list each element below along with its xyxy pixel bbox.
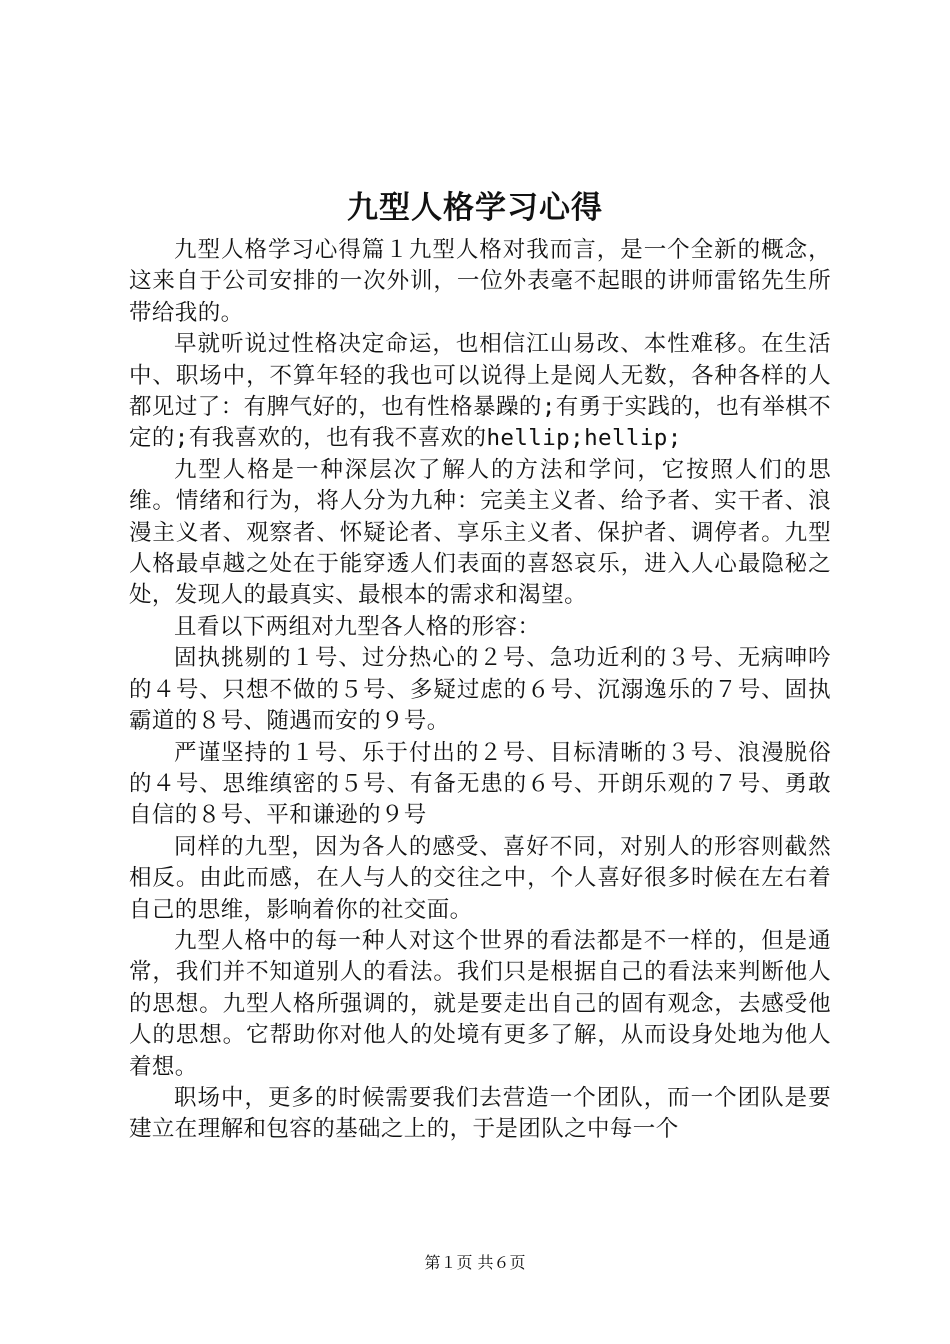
paragraph: 且看以下两组对九型各人格的形容： [174, 613, 541, 640]
paragraph: 早就听说过性格决定命运，也相信江山易改、本性难移。在生活中、职场中，不算年轻的我也可以说得上是阅人无数，各种各样的人都见过了：有脾气好的，也有性格暴躁的;有勇于实践的，也有举棋不定的;有我喜欢的，也有我不喜欢的hellip;hellip; [129, 331, 831, 452]
paragraph: 固执挑剔的１号、过分热心的２号、急功近利的３号、无病呻吟的４号、只想不做的５号、多疑过虑的６号、沉溺逸乐的７号、固执霸道的８号、随遇而安的９号。 [129, 645, 831, 735]
document-title: 九型人格学习心得 [347, 190, 603, 226]
paragraph: 九型人格学习心得篇１九型人格对我而言，是一个全新的概念，这来自于公司安排的一次外训，一位外表毫不起眼的讲师雷铭先生所带给我的。 [129, 237, 831, 326]
paragraph: 同样的九型，因为各人的感受、喜好不同，对别人的形容则截然相反。由此而感，在人与人的交往之中，个人喜好很多时候在左右着自己的思维，影响着你的社交面。 [129, 833, 831, 923]
paragraph: 职场中，更多的时候需要我们去营造一个团队，而一个团队是要建立在理解和包容的基础之上的，于是团队之中每一个 [129, 1084, 831, 1143]
paragraph: 严谨坚持的１号、乐于付出的２号、目标清晰的３号、浪漫脱俗的４号、思维缜密的５号、有备无患的６号、开朗乐观的７号、勇敢自信的８号、平和谦逊的９号 [129, 739, 831, 829]
paragraph: 九型人格中的每一种人对这个世界的看法都是不一样的，但是通常，我们并不知道别人的看法。我们只是根据自己的看法来判断他人的思想。九型人格所强调的，就是要走出自己的固有观念，去感受他人的思想。它帮助你对他人的处境有更多了解，从而设身处地为他人着想。 [129, 927, 831, 1080]
document-body [129, 235, 831, 1146]
page-footer: 第１页 共６页 [424, 1253, 526, 1272]
paragraph: 九型人格是一种深层次了解人的方法和学问，它按照人们的思维。情绪和行为，将人分为九种：完美主义者、给予者、实干者、浪漫主义者、观察者、怀疑论者、享乐主义者、保护者、调停者。九型人格最卓越之处在于能穿透人们表面的喜怒哀乐，进入人心最隐秘之处，发现人的最真实、最根本的需求和渴望。 [129, 456, 831, 609]
